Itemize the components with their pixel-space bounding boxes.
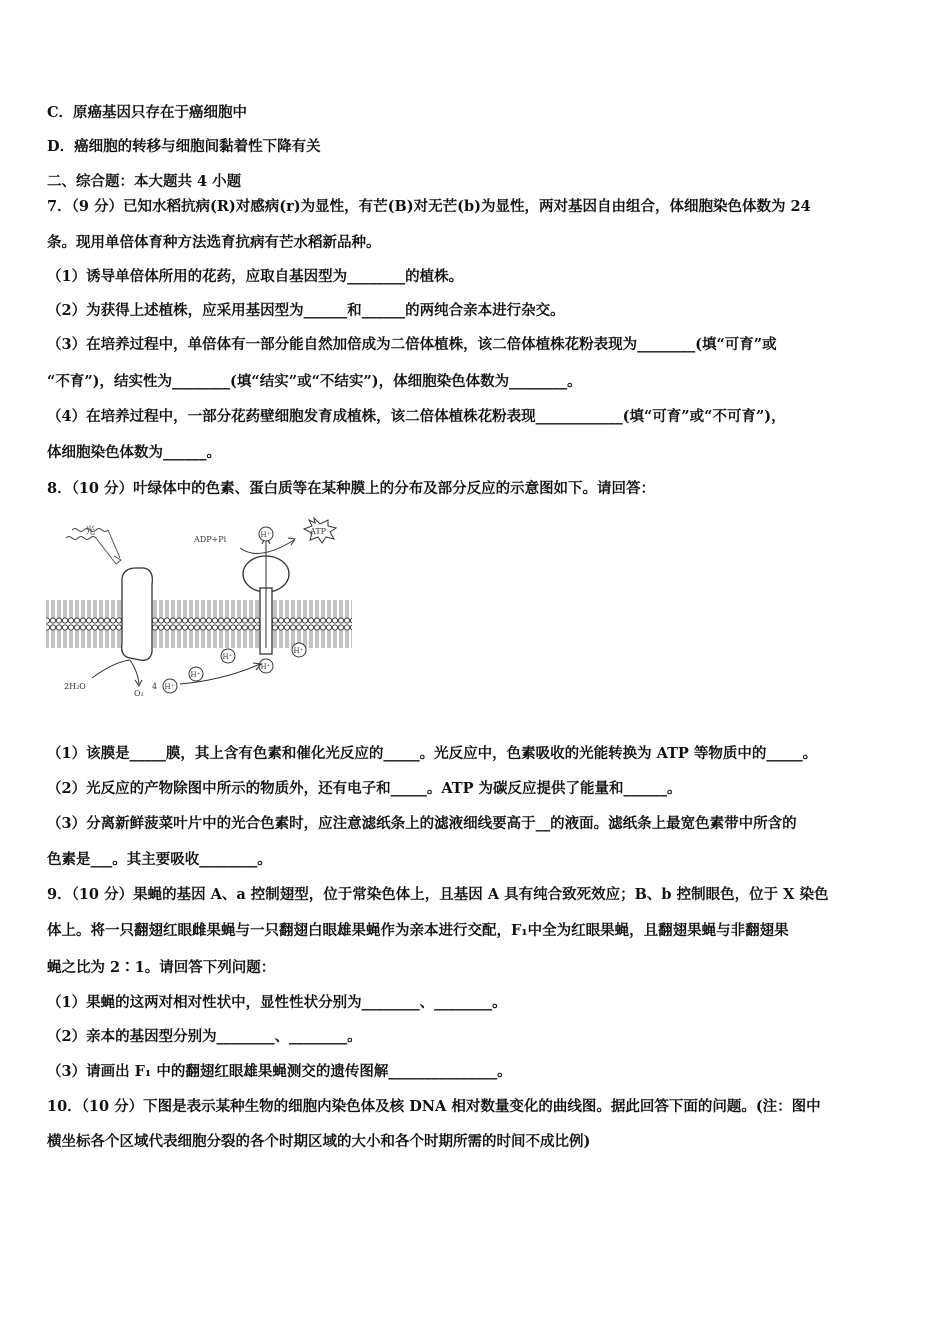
svg-text:H⁺: H⁺: [190, 671, 201, 679]
q8-part3-line1: （3）分离新鲜菠菜叶片中的光合色素时，应注意滤纸条上的滤液细线要高于__的液面。滤纸条上最宽色素带中所含的: [47, 815, 797, 832]
q9-part3: （3）请画出 F₁ 中的翻翅红眼雄果蝇测交的遗传图解_______________。: [47, 1063, 512, 1080]
svg-text:H⁺: H⁺: [260, 663, 271, 671]
q7-part2: （2）为获得上述植株，应采用基因型为______和______的两纯合亲本进行杂交。: [47, 302, 565, 319]
photosystem-protein: [122, 568, 153, 660]
q9-part1: （1）果蝇的这两对相对性状中，显性性状分别为________、________。: [47, 994, 507, 1011]
svg-text:H⁺: H⁺: [293, 647, 304, 655]
svg-text:H⁺: H⁺: [222, 653, 233, 661]
adp-pi-label: ADP+Pi: [194, 535, 227, 544]
q7-part3-line2: “不育”)，结实性为________(填“结实”或“不结实”)，体细胞染色体数为________。: [47, 373, 582, 390]
q9-stem-line2: 体上。将一只翻翅红眼雌果蝇与一只翻翅白眼雄果蝇作为亲本进行交配，F₁中全为红眼果蝇，且翻翅果蝇与非翻翅果: [47, 922, 789, 939]
q10-stem-line2: 横坐标各个区域代表细胞分裂的各个时期区域的大小和各个时期所需的时间不成比例): [47, 1133, 591, 1150]
section-heading: 二、综合题：本大题共 4 小题: [47, 173, 242, 190]
option-d: D．癌细胞的转移与细胞间黏着性下降有关: [47, 138, 321, 155]
option-c: C．原癌基因只存在于癌细胞中: [47, 104, 248, 121]
q8-part2: （2）光反应的产物除图中所示的物质外，还有电子和_____。ATP 为碳反应提供了能量和______。: [47, 780, 682, 797]
q9-stem-line1: 9．（10 分）果蝇的基因 A、a 控制翅型，位于常染色体上，且基因 A 具有纯合致死效应；B、b 控制眼色，位于 X 染色: [47, 886, 829, 903]
svg-text:H⁺: H⁺: [164, 683, 175, 691]
lipid-bilayer: [46, 592, 352, 648]
q7-stem-line2: 条。现用单倍体育种方法选育抗病有芒水稻新品种。: [47, 234, 381, 251]
q7-part4-line1: （4）在培养过程中，一部分花药壁细胞发育成植株，该二倍体植株花粉表现____________(填“可育”或“不可育”)，: [47, 408, 786, 425]
q9-part2: （2）亲本的基因型分别为________、________。: [47, 1028, 362, 1045]
q7-part4-line2: 体细胞染色体数为______。: [47, 444, 221, 461]
q7-stem-line1: 7．（9 分）已知水稻抗病(R)对感病(r)为显性，有芒(B)对无芒(b)为显性，两对基因自由组合，体细胞染色体数为 24: [47, 198, 811, 215]
q10-stem-line1: 10．（10 分）下图是表示某种生物的细胞内染色体及核 DNA 相对数量变化的曲线图。据此回答下面的问题。(注：图中: [47, 1098, 821, 1115]
svg-text:H⁺: H⁺: [260, 531, 271, 539]
q8-stem: 8．（10 分）叶绿体中的色素、蛋白质等在某种膜上的分布及部分反应的示意图如下。请回答：: [47, 480, 656, 497]
four-label: 4: [152, 682, 158, 691]
atp-label: ATP: [310, 527, 327, 536]
light-arrow: [72, 529, 120, 559]
thylakoid-membrane-diagram: [44, 512, 364, 712]
light-label: 光: [85, 526, 95, 537]
q7-part3-line1: （3）在培养过程中，单倍体有一部分能自然加倍成为二倍体植株，该二倍体植株花粉表现为________(填“可育”或: [47, 336, 777, 353]
q8-part3-line2: 色素是___。其主要吸收________。: [47, 851, 272, 868]
oxygen-label: O₂: [134, 689, 144, 698]
water-label: 2H₂O: [64, 682, 86, 691]
q8-part1: （1）该膜是_____膜，其上含有色素和催化光反应的_____。光反应中，色素吸收的光能转换为 ATP 等物质中的_____。: [47, 745, 818, 762]
q7-part1: （1）诱导单倍体所用的花药，应取自基因型为________的植株。: [47, 268, 464, 285]
q9-stem-line3: 蝇之比为 2∶1。请回答下列问题：: [47, 959, 276, 976]
